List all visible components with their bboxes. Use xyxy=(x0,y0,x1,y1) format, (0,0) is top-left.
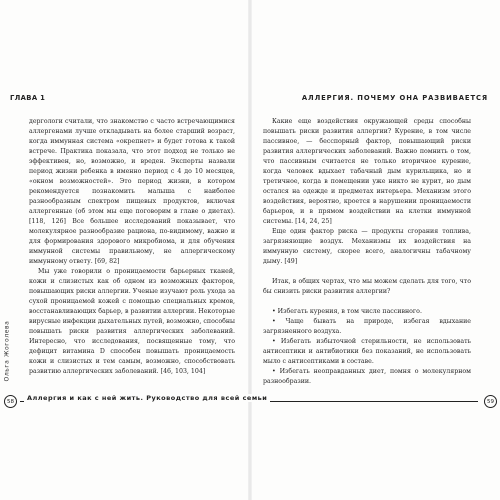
list-item: • Избегать неоправданных диет, помня о молекулярном разнообразии. xyxy=(263,368,471,385)
left-page-body xyxy=(29,117,235,377)
right-paragraph-1: Какие еще воздействия окружающей среды способны повышать риски развития аллергии? Курение, в том числе пассивное, — бесспорный фактор, повышающий риски развития аллергических заболеваний. Важно помнить о том, что пассивным считается не только вторичное курение, когда человек вдыхает табачный дым курильщика, но и третичное, когда в помещении уже никто не курит, но дым остался на одежде и предметах интерьера. Механизм этого воздействия, вероятно, кроется в нарушении проницаемости барьеров, и в прямом воздействии на клетки иммунной системы. [14, 24, 25] xyxy=(263,118,471,225)
right-footer-rule xyxy=(252,401,478,402)
book-gutter xyxy=(248,0,252,500)
list-item: • Чаще бывать на природе, избегая вдыхание загрязненного воздуха. xyxy=(263,318,471,335)
left-paragraph-1: дергологи считали, что знакомство с часто встречающимися аллергенами лучше откладывать на более старший возраст, когда иммунная система «окрепнет» и будет готова к такой встрече. Практика показала, что этот подход не только не эффективен, но, возможно, и вреден. Эксперты назвали период жизни ребенка в именно период с 4 до 10 месяцев, «окном возможностей». Это период жизни, в котором рекомендуется познакомить малыша с наиболее разнообразным спектром пищевых продуктов, включая аллергенные (об этом мы еще поговорим в главе о диетах). [118, 126] Все большее исследований показывает, что молекулярное разнообразие рациона, по-видимому, важно и для формирования здорового микробиома, и для обучения иммунной системы правильному, не аллергическому иммунному ответу. [69, 82] xyxy=(29,118,235,265)
left-page-number: 58 xyxy=(4,395,17,408)
right-paragraph-3: Итак, в общих чертах, что мы можем сделать для того, что бы снизить риски развития аллергии? xyxy=(263,278,471,295)
left-running-head: ГЛАВА 1 xyxy=(10,94,46,102)
right-page-body xyxy=(263,117,471,387)
right-running-head: АЛЛЕРГИЯ. ПОЧЕМУ ОНА РАЗВИВАЕТСЯ xyxy=(301,94,488,102)
left-paragraph-2: Мы уже говорили о проницаемости барьерных тканей, кожи и слизистых как об одном из возможных факторов, повышающих риски аллергии. Ученые изучают роль ухода за сухой проницаемой кожей с помощью специальных кремов, восстанавливающих барьер, в развитии аллергии. Некоторые вирусные инфекции дыхательных путей, возможно, способны повышать риски развития аллергических заболеваний. Интересно, что исследования, посвященные тому, что дефицит витамина D способен повышать проницаемость кожи и слизистых и тем самым, возможно, способствовать развитию аллергических заболеваний. [46, 103, 104] xyxy=(29,268,235,375)
footer-book-title: Аллергия и как с ней жить. Руководство для всей семьи xyxy=(24,394,270,402)
right-paragraph-2: Еще один фактор риска — продукты сгорания топлива, загрязняющие воздух. Механизмы их воздействия на иммунную систему, скорее всего, аналогичны табачному дыму. [49] xyxy=(263,228,471,265)
author-vertical-label: Ольга Жоголева xyxy=(3,320,11,381)
list-item: • Избегать избыточной стерильности, не использовать антисептики и антибиотики без показаний, не использовать мыло с антисептиками в составе. xyxy=(263,338,471,365)
list-item: • Избегать курения, в том числе пассивного. xyxy=(272,308,422,315)
right-page-number: 59 xyxy=(484,395,497,408)
